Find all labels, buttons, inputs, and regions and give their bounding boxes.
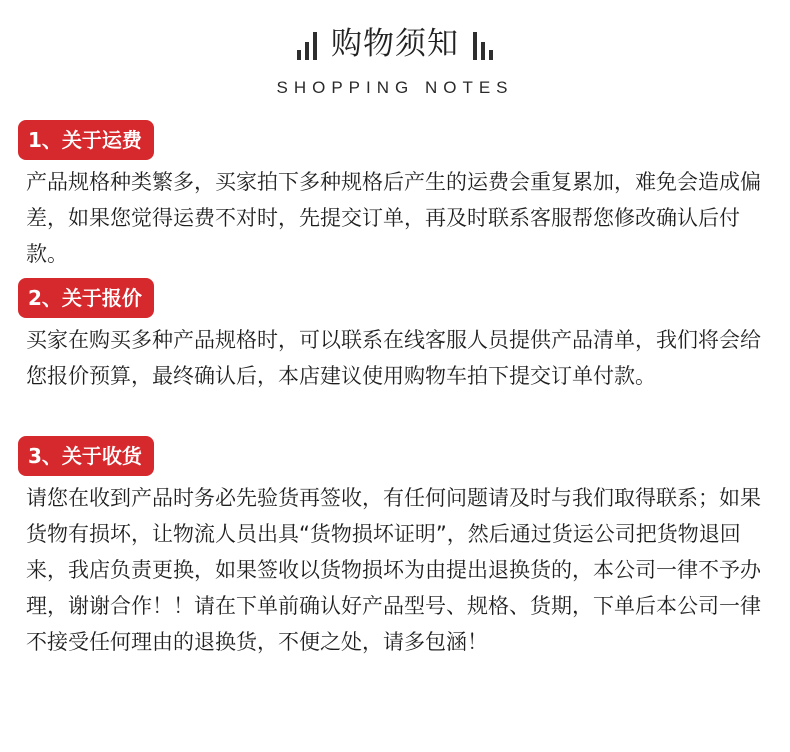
- section-text: 买家在购买多种产品规格时，可以联系在线客服人员提供产品清单，我们将会给您报价预算，最终确认后，本店建议使用购物车拍下提交订单付款。: [26, 328, 761, 388]
- section-quote: [18, 278, 778, 394]
- section-heading: 1、关于运费: [18, 120, 154, 160]
- section-text: 请您在收到产品时务必先验货再签收，有任何问题请及时与我们取得联系；如果货物有损坏，让物流人员出具“货物损坏证明”，然后通过货运公司把货物退回来，我店负责更换，如果签收以货物损坏为由提出退换货的，本公司一律不予办理，谢谢合作！！请在下单前确认好产品型号、规格、货期，下单后本公司一律不接受任何理由的退换货，不便之处，请多包涵！: [26, 486, 761, 654]
- page-header: [0, 24, 790, 98]
- section-heading: 2、关于报价: [18, 278, 154, 318]
- section-shipping: [18, 120, 778, 272]
- title-row: [0, 24, 790, 64]
- page-subtitle: SHOPPING NOTES: [276, 78, 514, 97]
- section-receiving: [18, 436, 778, 660]
- page-title: 购物须知: [331, 26, 459, 62]
- bars-left-icon: [297, 28, 317, 64]
- section-heading: 3、关于收货: [18, 436, 154, 476]
- bars-right-icon: [473, 28, 493, 64]
- section-text: 产品规格种类繁多，买家拍下多种规格后产生的运费会重复累加，难免会造成偏差，如果您觉得运费不对时，先提交订单，再及时联系客服帮您修改确认后付款。: [26, 170, 761, 266]
